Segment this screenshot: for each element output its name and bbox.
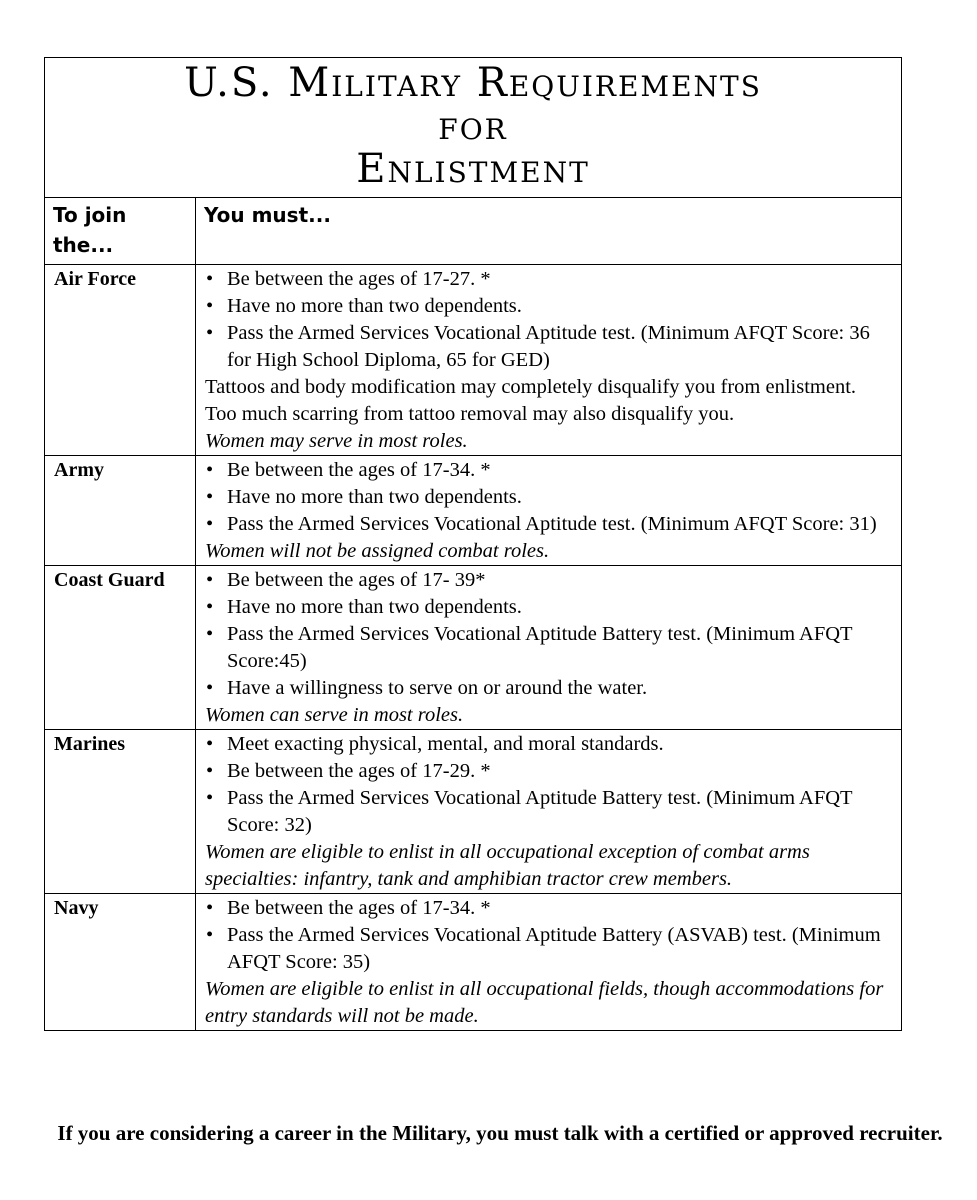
page-title [45, 58, 902, 198]
requirement-item: • Pass the Armed Services Vocational Aptitude Battery test. (Minimum AFQT Score:45) [205, 621, 891, 675]
requirement-item: • Pass the Armed Services Vocational Aptitude test. (Minimum AFQT Score: 31) [205, 511, 891, 538]
branch-row [45, 265, 902, 456]
branch-requirements [196, 730, 902, 894]
title-line-1: U.S. Military Requirements [184, 60, 762, 106]
requirement-item: • Be between the ages of 17- 39* [205, 567, 891, 594]
requirement-item: • Have a willingness to serve on or around the water. [205, 675, 891, 702]
women-note: Women may serve in most roles. [205, 430, 468, 452]
requirement-item: • Meet exacting physical, mental, and moral standards. [205, 731, 891, 758]
requirement-item: • Have no more than two dependents. [205, 484, 891, 511]
branch-row [45, 456, 902, 566]
branch-row [45, 730, 902, 894]
branch-name: Marines [45, 730, 196, 894]
title-row [45, 58, 902, 198]
branch-name: Coast Guard [45, 566, 196, 730]
requirement-item: • Have no more than two dependents. [205, 594, 891, 621]
header-requirements: You must... [196, 198, 902, 265]
requirement-item: • Be between the ages of 17-27. * [205, 266, 891, 293]
branch-row [45, 566, 902, 730]
requirements-sheet [44, 57, 901, 1031]
requirement-list [205, 895, 891, 976]
branch-name: Air Force [45, 265, 196, 456]
branch-requirements [196, 456, 902, 566]
requirement-item: • Pass the Armed Services Vocational Aptitude test. (Minimum AFQT Score: 36 for High School Diploma, 65 for GED) [205, 320, 891, 374]
requirement-item: • Have no more than two dependents. [205, 293, 891, 320]
women-note: Women are eligible to enlist in all occupational exception of combat arms specialties: infantry, tank and amphibian tractor crew members. [205, 841, 810, 890]
header-row [45, 198, 902, 265]
requirement-list [205, 731, 891, 839]
branch-rows [45, 265, 902, 1031]
branch-name: Army [45, 456, 196, 566]
title-line-3: Enlistment [356, 146, 590, 192]
requirement-item: • Be between the ages of 17-34. * [205, 895, 891, 922]
requirement-list [205, 457, 891, 538]
women-note: Women are eligible to enlist in all occupational fields, though accommodations for entry standards will not be made. [205, 978, 884, 1027]
requirement-item: • Be between the ages of 17-34. * [205, 457, 891, 484]
requirement-text: Tattoos and body modification may completely disqualify you from enlistment. Too much scarring from tattoo removal may also disqualify you. [205, 376, 857, 425]
branch-name: Navy [45, 894, 196, 1031]
branch-requirements [196, 265, 902, 456]
title-line-2: for [438, 103, 508, 149]
requirement-list [205, 266, 891, 374]
women-note: Women can serve in most roles. [205, 704, 464, 726]
footer-note: If you are considering a career in the Military, you must talk with a certified or approved recruiter. [57, 1121, 943, 1145]
branch-requirements [196, 566, 902, 730]
requirement-item: • Be between the ages of 17-29. * [205, 758, 891, 785]
women-note: Women will not be assigned combat roles. [205, 540, 550, 562]
requirement-list [205, 567, 891, 702]
requirement-item: • Pass the Armed Services Vocational Aptitude Battery test. (Minimum AFQT Score: 32) [205, 785, 891, 839]
header-branch: To join the... [45, 198, 196, 265]
branch-row [45, 894, 902, 1031]
requirement-item: • Pass the Armed Services Vocational Aptitude Battery (ASVAB) test. (Minimum AFQT Score: 35) [205, 922, 891, 976]
branch-requirements [196, 894, 902, 1031]
requirements-table [44, 57, 902, 1031]
